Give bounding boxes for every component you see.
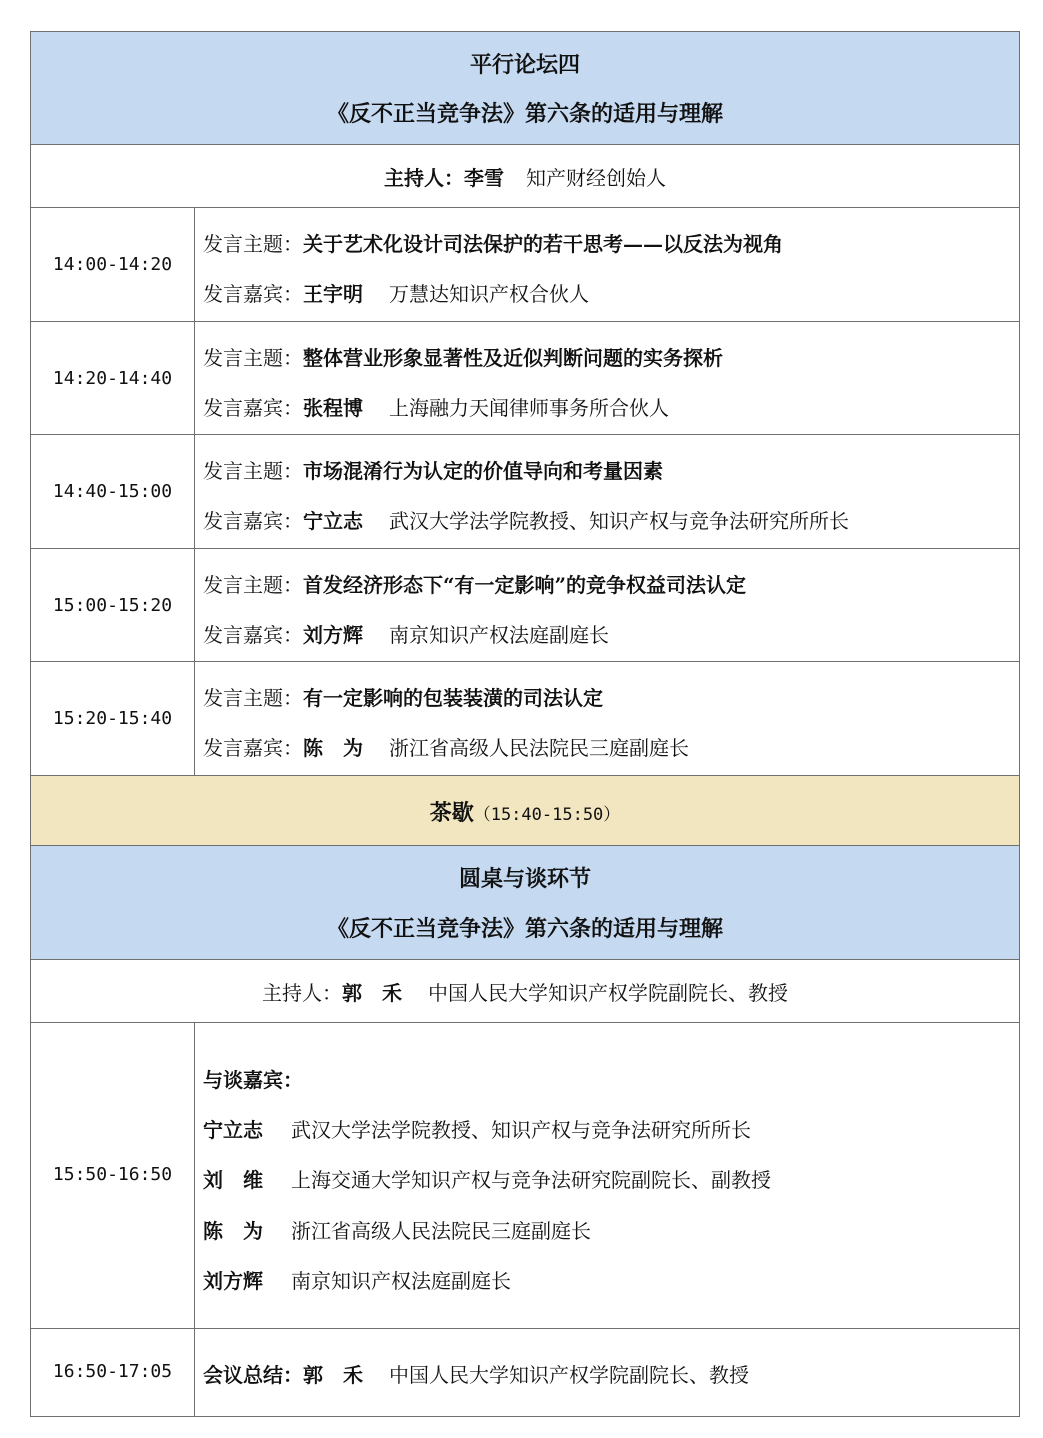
member-title: 武汉大学法学院教授、知识产权与竞争法研究所所长 (291, 1118, 751, 1142)
host-line (31, 977, 1019, 1006)
host-label: 主持人： (384, 166, 464, 190)
guest-name: 王宇明 (303, 282, 363, 306)
panel-member (203, 1164, 771, 1193)
topic-label: 发言主题： (203, 686, 303, 710)
host-title: 中国人民大学知识产权学院副院长、教授 (428, 981, 788, 1005)
session-guest (203, 505, 849, 534)
session-row (31, 208, 1019, 322)
closing-title: 中国人民大学知识产权学院副院长、教授 (389, 1363, 749, 1387)
panel-time: 15:50-16:50 (52, 1164, 173, 1185)
guest-name: 宁立志 (303, 509, 363, 533)
guest-affiliation: 万慧达知识产权合伙人 (389, 282, 589, 306)
session-time: 14:40-15:00 (52, 481, 173, 502)
topic-text: 整体营业形象显著性及近似判断问题的实务探析 (303, 346, 723, 370)
tea-break-line (31, 796, 1019, 827)
topic-label: 发言主题： (203, 232, 303, 256)
session-topic (203, 455, 663, 484)
session-time-cell (31, 435, 195, 548)
member-name: 刘方辉 (203, 1269, 263, 1293)
closing-time-cell (31, 1329, 195, 1416)
topic-text: 关于艺术化设计司法保护的若干思考——以反法为视角 (303, 232, 783, 256)
guest-affiliation: 浙江省高级人民法院民三庭副庭长 (389, 736, 689, 760)
member-title: 南京知识产权法庭副庭长 (291, 1269, 511, 1293)
session-row (31, 662, 1019, 776)
agenda-table (30, 31, 1020, 1417)
panel-time-cell (31, 1023, 195, 1328)
guest-affiliation: 武汉大学法学院教授、知识产权与竞争法研究所所长 (389, 509, 849, 533)
panel-member (203, 1114, 751, 1143)
topic-text: 有一定影响的包装装潢的司法认定 (303, 686, 603, 710)
host-row (31, 960, 1019, 1023)
panel-member (203, 1215, 591, 1244)
session-time-cell (31, 549, 195, 661)
roundtable-header (31, 846, 1019, 960)
member-name: 陈 为 (203, 1219, 263, 1243)
topic-text: 市场混淆行为认定的价值导向和考量因素 (303, 459, 663, 483)
host-row (31, 145, 1019, 208)
session-time: 14:00-14:20 (52, 254, 173, 275)
session-time: 15:20-15:40 (52, 708, 173, 729)
tea-break-row (31, 776, 1019, 846)
host-label: 主持人： (262, 981, 342, 1005)
member-name: 宁立志 (203, 1118, 263, 1142)
session-time-cell (31, 322, 195, 434)
topic-label: 发言主题： (203, 573, 303, 597)
session-guest (203, 732, 689, 761)
forum-header (31, 32, 1019, 145)
guest-affiliation: 上海融力天闻律师事务所合伙人 (389, 396, 669, 420)
session-guest (203, 278, 589, 307)
guest-label: 发言嘉宾： (203, 282, 303, 306)
closing-row (31, 1329, 1019, 1416)
forum-title: 平行论坛四 (469, 52, 580, 78)
forum-subtitle: 《反不正当竞争法》第六条的适用与理解 (326, 101, 723, 127)
session-time: 14:20-14:40 (52, 368, 173, 389)
session-time-cell (31, 662, 195, 775)
guest-label: 发言嘉宾： (203, 736, 303, 760)
closing-line (203, 1359, 749, 1388)
session-topic (203, 342, 723, 371)
member-name: 刘 维 (203, 1168, 263, 1192)
session-time-cell (31, 208, 195, 321)
panel-heading: 与谈嘉宾： (203, 1068, 303, 1092)
session-topic (203, 569, 746, 598)
session-time: 15:00-15:20 (52, 595, 173, 616)
closing-name: 郭 禾 (303, 1363, 363, 1387)
guest-label: 发言嘉宾： (203, 509, 303, 533)
guest-label: 发言嘉宾： (203, 623, 303, 647)
session-row (31, 322, 1019, 435)
member-title: 浙江省高级人民法院民三庭副庭长 (291, 1219, 591, 1243)
session-guest (203, 619, 609, 648)
closing-time: 16:50-17:05 (52, 1361, 173, 1382)
guest-name: 张程博 (303, 396, 363, 420)
host-name: 郭 禾 (342, 981, 402, 1005)
guest-affiliation: 南京知识产权法庭副庭长 (389, 623, 609, 647)
roundtable-title: 圆桌与谈环节 (458, 866, 591, 892)
member-title: 上海交通大学知识产权与竞争法研究院副院长、副教授 (291, 1168, 771, 1192)
session-guest (203, 392, 669, 421)
panel-row (31, 1023, 1019, 1329)
topic-label: 发言主题： (203, 459, 303, 483)
topic-label: 发言主题： (203, 346, 303, 370)
host-title: 知产财经创始人 (526, 166, 666, 190)
session-row (31, 435, 1019, 549)
tea-break-time: （15:40-15:50） (473, 805, 621, 825)
roundtable-subtitle: 《反不正当竞争法》第六条的适用与理解 (326, 916, 723, 942)
session-topic (203, 682, 603, 711)
topic-text: 首发经济形态下“有一定影响”的竞争权益司法认定 (303, 573, 747, 597)
session-row (31, 549, 1019, 662)
guest-name: 陈 为 (303, 736, 363, 760)
session-topic (203, 228, 783, 257)
panel-member (203, 1265, 511, 1294)
guest-label: 发言嘉宾： (203, 396, 303, 420)
host-line (31, 162, 1019, 191)
tea-break-label: 茶歇 (429, 800, 474, 826)
closing-label: 会议总结： (203, 1363, 303, 1387)
host-name: 李雪 (464, 166, 504, 190)
guest-name: 刘方辉 (303, 623, 363, 647)
